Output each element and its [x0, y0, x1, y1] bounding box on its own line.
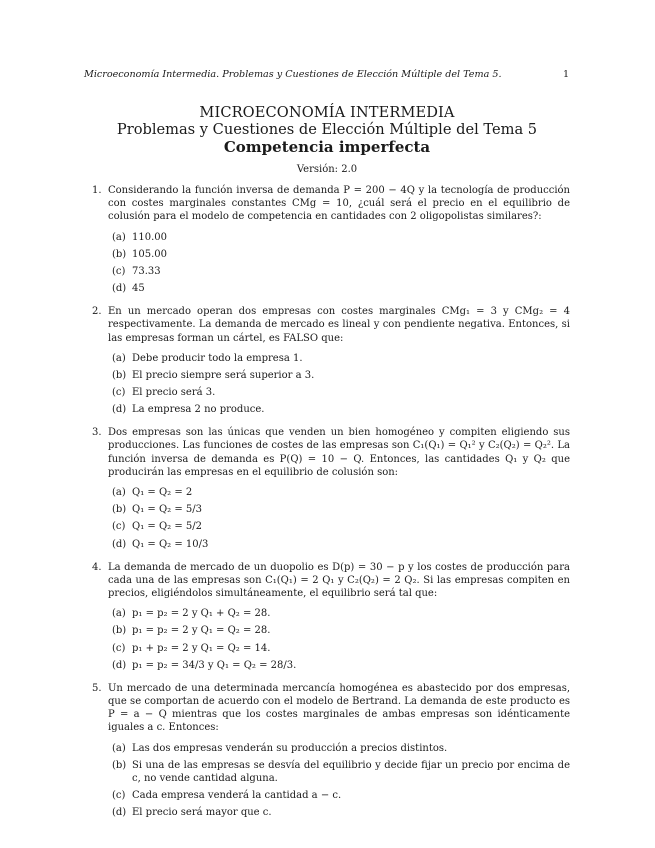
option-a — [108, 608, 570, 621]
option-letter: (b) — [112, 759, 127, 771]
page-number: 1 — [563, 69, 570, 80]
option-text: Las dos empresas venderán su producción a precios distintos. — [132, 742, 448, 754]
option-c — [108, 790, 570, 803]
option-letter: (d) — [112, 283, 127, 295]
question-number: 5. — [92, 682, 102, 694]
option-text: p₁ + p₂ = 2 y Q₁ = Q₂ = 14. — [132, 642, 271, 654]
option-c — [108, 643, 570, 656]
option-letter: (a) — [112, 487, 126, 499]
option-text: Cada empresa venderá la cantidad a − c. — [132, 789, 342, 801]
option-text: 45 — [132, 283, 145, 295]
question-4 — [86, 561, 570, 673]
option-d — [108, 539, 570, 552]
option-text: Q₁ = Q₂ = 2 — [132, 487, 193, 499]
title-block — [84, 104, 570, 177]
option-text: El precio siempre será superior a 3. — [132, 369, 315, 381]
option-text: p₁ = p₂ = 2 y Q₁ = Q₂ = 28. — [132, 625, 271, 637]
question-text: Un mercado de una determinada mercancía homogénea es abastecido por dos empresas, que se comportan de acuerdo con el modelo de Bertrand. La demanda de este producto es P = a − Q mientras que los costes marginales de ambas empresas son idénticamente iguales a c. Entonces: — [108, 682, 570, 734]
option-list — [108, 487, 570, 552]
question-number: 3. — [92, 427, 102, 439]
option-list — [108, 743, 570, 820]
question-5 — [86, 682, 570, 820]
option-list — [108, 232, 570, 297]
question-1 — [86, 184, 570, 296]
option-c — [108, 521, 570, 534]
option-list — [108, 608, 570, 673]
question-number: 4. — [92, 561, 102, 573]
option-text: p₁ = p₂ = 2 y Q₁ + Q₂ = 28. — [132, 608, 271, 620]
option-letter: (b) — [112, 248, 127, 260]
option-text: El precio será mayor que c. — [132, 807, 272, 819]
option-letter: (a) — [112, 231, 126, 243]
option-d — [108, 283, 570, 296]
option-letter: (b) — [112, 504, 127, 516]
option-text: Q₁ = Q₂ = 5/2 — [132, 521, 202, 533]
option-a — [108, 743, 570, 756]
option-text: La empresa 2 no produce. — [132, 404, 265, 416]
option-c — [108, 266, 570, 279]
option-d — [108, 660, 570, 673]
question-text: La demanda de mercado de un duopolio es D(p) = 30 − p y los costes de producción para cada una de las empresas son C₁(Q₁) = 2 Q₁ y C₂(Q₂) = 2 Q₂. Si las empresas compiten en precios, eligiéndolos simultáneamente, el equilibrio será tal que: — [108, 561, 570, 599]
option-b — [108, 760, 570, 786]
option-letter: (d) — [112, 538, 127, 550]
question-number: 2. — [92, 306, 102, 318]
option-letter: (c) — [112, 266, 126, 278]
question-list — [86, 184, 570, 829]
topic-title: Competencia imperfecta — [223, 138, 431, 156]
option-a — [108, 353, 570, 366]
running-header: Microeconomía Intermedia. Problemas y Cuestiones de Elección Múltiple del Tema 5. — [84, 69, 502, 80]
option-letter: (a) — [112, 352, 126, 364]
option-letter: (c) — [112, 789, 126, 801]
option-b — [108, 504, 570, 517]
question-3 — [86, 426, 570, 551]
question-text: Considerando la función inversa de demanda P = 200 − 4Q y la tecnología de producción con costes marginales constantes CMg = 10, ¿cuál será el precio en el equilibrio de colusión para el modelo de competencia en cantidades con 2 oligopolistas similares?: — [108, 185, 570, 223]
course-title: MICROECONOMÍA INTERMEDIA — [199, 104, 455, 121]
option-text: Si una de las empresas se desvía del equilibrio y decide fijar un precio por encima de c, no vende cantidad alguna. — [132, 759, 570, 784]
document-subtitle: Problemas y Cuestiones de Elección Múltiple del Tema 5 — [116, 121, 538, 138]
option-letter: (c) — [112, 642, 126, 654]
question-text: En un mercado operan dos empresas con costes marginales CMg₁ = 3 y CMg₂ = 4 respectivamente. La demanda de mercado es lineal y con pendiente negativa. Entonces, si las empresas forman un cártel, es FALSO que: — [108, 306, 570, 344]
option-a — [108, 232, 570, 245]
option-text: 105.00 — [132, 248, 167, 260]
option-letter: (b) — [112, 625, 127, 637]
option-letter: (c) — [112, 387, 126, 399]
option-letter: (d) — [112, 404, 127, 416]
option-letter: (a) — [112, 608, 126, 620]
option-b — [108, 249, 570, 262]
option-text: p₁ = p₂ = 34/3 y Q₁ = Q₂ = 28/3. — [132, 659, 297, 671]
option-b — [108, 625, 570, 638]
option-letter: (d) — [112, 659, 127, 671]
question-2 — [86, 305, 570, 417]
option-text: Debe producir todo la empresa 1. — [132, 352, 303, 364]
option-letter: (c) — [112, 521, 126, 533]
version-label: Versión: 2.0 — [296, 164, 358, 175]
question-text: Dos empresas son las únicas que venden un bien homogéneo y compiten eligiendo sus producciones. Las funciones de costes de las empresas son C₁(Q₁) = Q₁² y C₂(Q₂) = Q₂². La función inversa de demanda es P(Q) = 10 − Q. Entonces, las cantidades Q₁ y Q₂ que producirán las empresas en el equilibrio de colusión son: — [108, 427, 570, 478]
option-text: 73.33 — [132, 266, 161, 278]
option-letter: (b) — [112, 369, 127, 381]
option-letter: (d) — [112, 807, 127, 819]
option-d — [108, 404, 570, 417]
option-text: Q₁ = Q₂ = 5/3 — [132, 504, 202, 516]
option-text: 110.00 — [132, 231, 167, 243]
option-text: El precio será 3. — [132, 387, 216, 399]
question-number: 1. — [92, 185, 102, 196]
option-letter: (a) — [112, 742, 126, 754]
option-d — [108, 807, 570, 820]
option-a — [108, 487, 570, 500]
option-text: Q₁ = Q₂ = 10/3 — [132, 538, 209, 550]
option-c — [108, 387, 570, 400]
option-list — [108, 353, 570, 418]
option-b — [108, 370, 570, 383]
